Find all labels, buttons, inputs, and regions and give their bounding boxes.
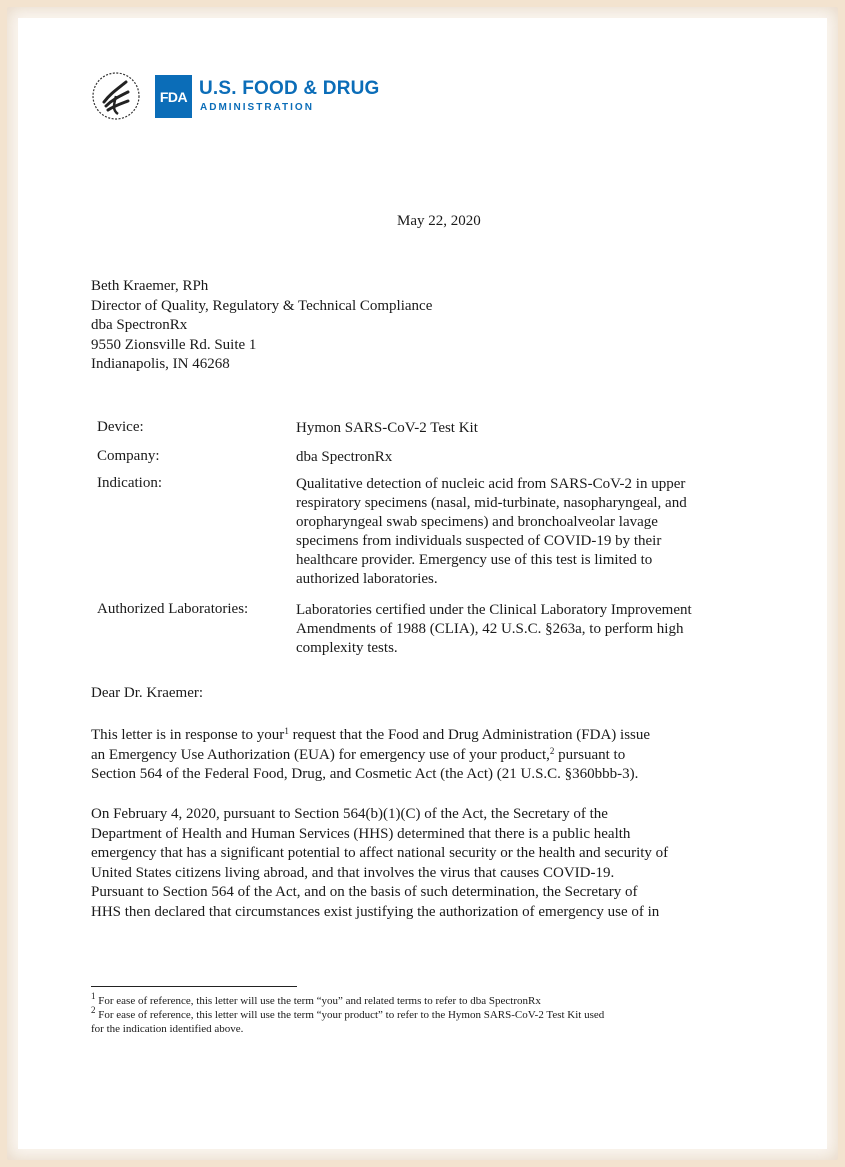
paragraph-line: Section 564 of the Federal Food, Drug, and Cosmetic Act (the Act) (21 U.S.C. §360bbb-3). [91,766,639,782]
authorized-labs-line: Amendments of 1988 (CLIA), 42 U.S.C. §263a, to perform high [296,621,684,637]
paragraph-line: emergency that has a significant potential to affect national security or the health and security of [91,845,669,861]
recipient-line: dba SpectronRx [91,317,188,333]
company-label: Company: [97,448,160,464]
paragraph-line: On February 4, 2020, pursuant to Section 564(b)(1)(C) of the Act, the Secretary of the [91,806,608,822]
salutation: Dear Dr. Kraemer: [91,685,204,701]
paragraph-line: Department of Health and Human Services (HHS) determined that there is a public health [91,825,631,842]
indication-line: specimens from individuals suspected of COVID-19 by their [296,533,662,549]
device-label: Device: [97,419,144,435]
agency-name: U.S. FOOD & DRUG [199,78,380,99]
indication-line: Qualitative detection of nucleic acid from SARS-CoV-2 in upper [296,476,686,492]
footnote-ref: 2 [549,745,555,756]
footnote-ref: 1 [284,726,289,736]
paragraph-1 [91,726,763,785]
footnote-2: $^2$ For ease of reference, this letter will use the term “your product” to refer to the Hymon SARS-CoV-2 Test Kit used [91,1005,605,1021]
authorized-labs-line: Laboratories certified under the Clinical Laboratory Improvement [296,602,692,618]
indication-line: oropharyngeal swab specimens) and bronchoalveolar lavage [296,514,658,530]
device-value: Hymon SARS-CoV-2 Test Kit [296,420,478,436]
paragraph-2 [91,805,763,922]
recipient-address [91,277,432,375]
recipient-line: Director of Quality, Regulatory & Technical Compliance [91,297,433,314]
indication-line: respiratory specimens (nasal, mid-turbinate, nasopharyngeal, and [296,495,687,511]
indication-line: healthcare provider. Emergency use of this test is limited to [296,552,653,568]
authorized-labs-label: Authorized Laboratories: [97,601,249,617]
recipient-line: 9550 Zionsville Rd. Suite 1 [91,336,257,353]
indication-line: authorized laboratories. [296,571,438,587]
footnotes [91,991,771,1036]
footnote-divider [91,986,297,987]
paragraph-line: HHS then declared that circumstances exist justifying the authorization of emergency use of in [91,903,660,920]
hhs-eagle-icon [90,70,142,122]
recipient-line: Beth Kraemer, RPh [91,278,209,294]
paragraph-line: Pursuant to Section 564 of the Act, and on the basis of such determination, the Secretary of [91,884,638,900]
indication-value [296,475,756,589]
paragraph-line: an Emergency Use Authorization (EUA) for emergency use of your product,$^2$ pursuant to [91,745,626,763]
company-value: dba SpectronRx [296,449,393,465]
paragraph-line: This letter is in response to your$^1$ request that the Food and Drug Administration (FDA) issue [91,726,651,743]
agency-subtitle: ADMINISTRATION [200,102,314,113]
authorized-labs-line: complexity tests. [296,640,398,656]
footnote-1: $^1$ For ease of reference, this letter will use the term “you” and related terms to refer to dba SpectronRx [91,991,541,1007]
indication-label: Indication: [97,475,162,491]
authorized-labs-value [296,601,756,658]
fda-logo-box: FDA [155,75,192,118]
recipient-line: Indianapolis, IN 46268 [91,356,230,372]
letter-date: May 22, 2020 [397,213,481,229]
footnote-2-cont: for the indication identified above. [91,1023,244,1035]
paragraph-line: United States citizens living abroad, and that involves the virus that causes COVID-19. [91,864,615,881]
